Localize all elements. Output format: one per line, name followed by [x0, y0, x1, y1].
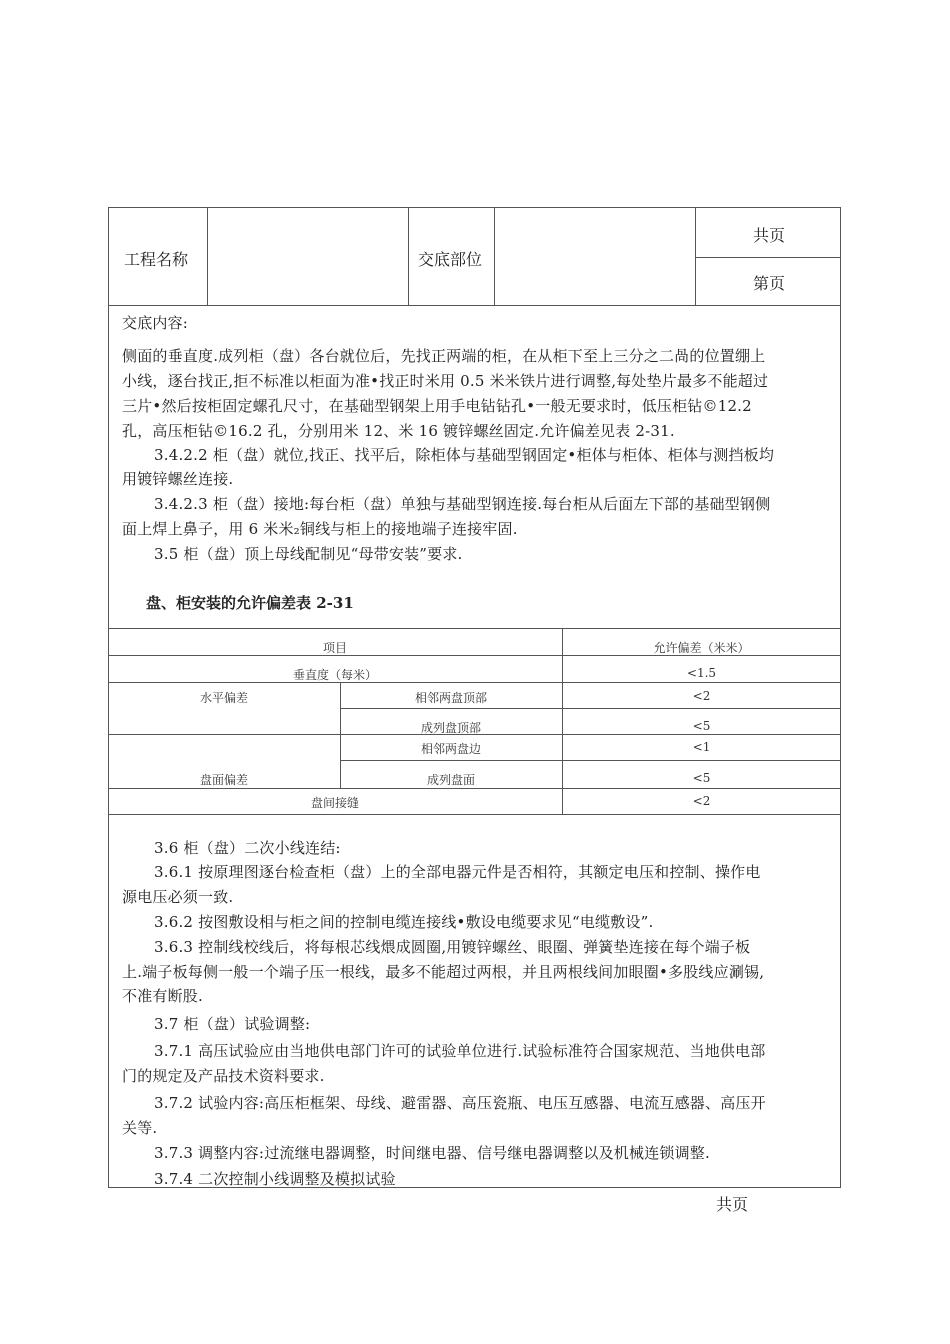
table-cell: <1.5 [686, 666, 717, 680]
header-divider [494, 207, 495, 305]
paragraph-line: 3.6.3 控制线校线后，将每根芯线煨成圆圈,用镀锌螺丝、眼圈、弹簧垫连接在每个端子板 [154, 938, 751, 956]
project-name-label: 工程名称 [124, 250, 189, 269]
table-cell: 成列盘面 [426, 773, 475, 787]
table-cell: 盘间接缝 [310, 796, 359, 810]
paragraph-line: 3.7.1 高压试验应由当地供电部门许可的试验单位进行.试验标准符合国家规范、当地供电部 [154, 1042, 766, 1060]
header-divider [207, 207, 208, 305]
paragraph-line: 不准有断股. [122, 987, 203, 1005]
paragraph-line: 门的规定及产品技术资料要求. [122, 1067, 325, 1085]
footer-total-pages: 共页 [716, 1195, 749, 1214]
table-cell: <5 [692, 771, 711, 785]
paragraph-line: 用镀锌螺丝连接. [122, 470, 234, 488]
table-cell: <2 [692, 794, 711, 808]
column-header-tolerance: 允许偏差（米米） [653, 641, 750, 655]
paragraph-line: 孔，高压柜钻©16.2 孔，分别用米 12、米 16 镀锌螺丝固定.允许偏差见表 2-31. [122, 422, 675, 440]
table-cell: <2 [692, 689, 711, 703]
paragraph-line: 源电压必须一致. [122, 888, 234, 906]
table-cell: 相邻两盘顶部 [414, 691, 487, 705]
table-line [340, 708, 841, 709]
paragraph-line: 侧面的垂直度.成列柜（盘）各台就位后，先找正两端的柜，在从柜下至上三分之二咼的位置绷上 [122, 347, 766, 365]
table-line [108, 788, 841, 789]
header-divider [408, 207, 409, 305]
paragraph-line: 3.4.2.2 柜（盘）就位,找正、找平后，除柜体与基础型钢固定•柜体与柜体、柜体与测挡板均 [154, 446, 775, 464]
paragraph-line: 3.7.4 二次控制小线调整及模拟试验 [154, 1170, 396, 1188]
table-line [108, 814, 841, 815]
paragraph-line: 3.6 柜（盘）二次小线连结: [154, 839, 341, 857]
paragraph-line: 上.端子板每侧一般一个端子压一根线，最多不能超过两根，并且两根线间加眼圈•多股线应涮锡, [122, 963, 765, 981]
paragraph-line: 3.6.1 按原理图逐台检查柜（盘）上的全部电器元件是否相符，其额定电压和控制、操作电 [154, 863, 761, 881]
table-cell: <5 [692, 719, 711, 733]
table-cell: 相邻两盘边 [420, 742, 481, 756]
column-header-item: 项目 [322, 641, 347, 655]
header-divider [695, 207, 696, 305]
paragraph-line: 面上焊上鼻子，用 6 米米₂铜线与柜上的接地端子连接牢固. [122, 520, 518, 538]
paragraph-line: 小线，逐台找正,拒不标准以柜面为准•找正时米用 0.5 米米铁片进行调整,每处垫片最多不能超过 [122, 372, 769, 390]
paragraph-line: 关等. [122, 1119, 158, 1137]
table-line [108, 628, 841, 629]
header-bottom-line [108, 305, 841, 306]
paragraph-line: 三片•然后按柜固定螺孔尺寸，在基础型钢架上用手电钻钻孔•一般无要求时，低压柜钻©12.2 [122, 397, 752, 415]
table-cell: 成列盘顶部 [420, 721, 481, 735]
table-cell: 垂直度（每米） [292, 668, 377, 682]
page-number-label: 第页 [753, 274, 786, 293]
paragraph-line: 3.5 柜（盘）顶上母线配制见“母带安装”要求. [154, 545, 463, 563]
table-cell: 盘面偏差 [199, 773, 248, 787]
paragraph-line: 3.4.2.3 柜（盘）接地:每台柜（盘）单独与基础型钢连接.每台柜从后面左下部的基础型钢侧 [154, 495, 771, 513]
header-divider [695, 257, 841, 258]
table-cell: <1 [692, 740, 711, 754]
total-pages-label: 共页 [753, 226, 786, 245]
paragraph-line: 3.7.3 调整内容:过流继电器调整，时间继电器、信号继电器调整以及机械连锁调整. [154, 1144, 710, 1162]
table-line [340, 760, 841, 761]
part-label: 交底部位 [418, 250, 483, 269]
paragraph-line: 3.7.2 试验内容:高压柜框架、母线、避雷器、高压瓷瓶、电压互感器、电流互感器、高压开 [154, 1094, 766, 1112]
paragraph-line: 3.7 柜（盘）试验调整: [154, 1015, 311, 1033]
table-cell: 水平偏差 [199, 691, 248, 705]
paragraph-line: 3.6.2 按图敷设相与柜之间的控制电缆连接线•敷设电缆要求见“电缆敷设”. [154, 913, 654, 931]
content-label: 交底内容: [122, 314, 189, 332]
table-title: 盘、柜安装的允许偏差表 2-31 [146, 594, 354, 612]
